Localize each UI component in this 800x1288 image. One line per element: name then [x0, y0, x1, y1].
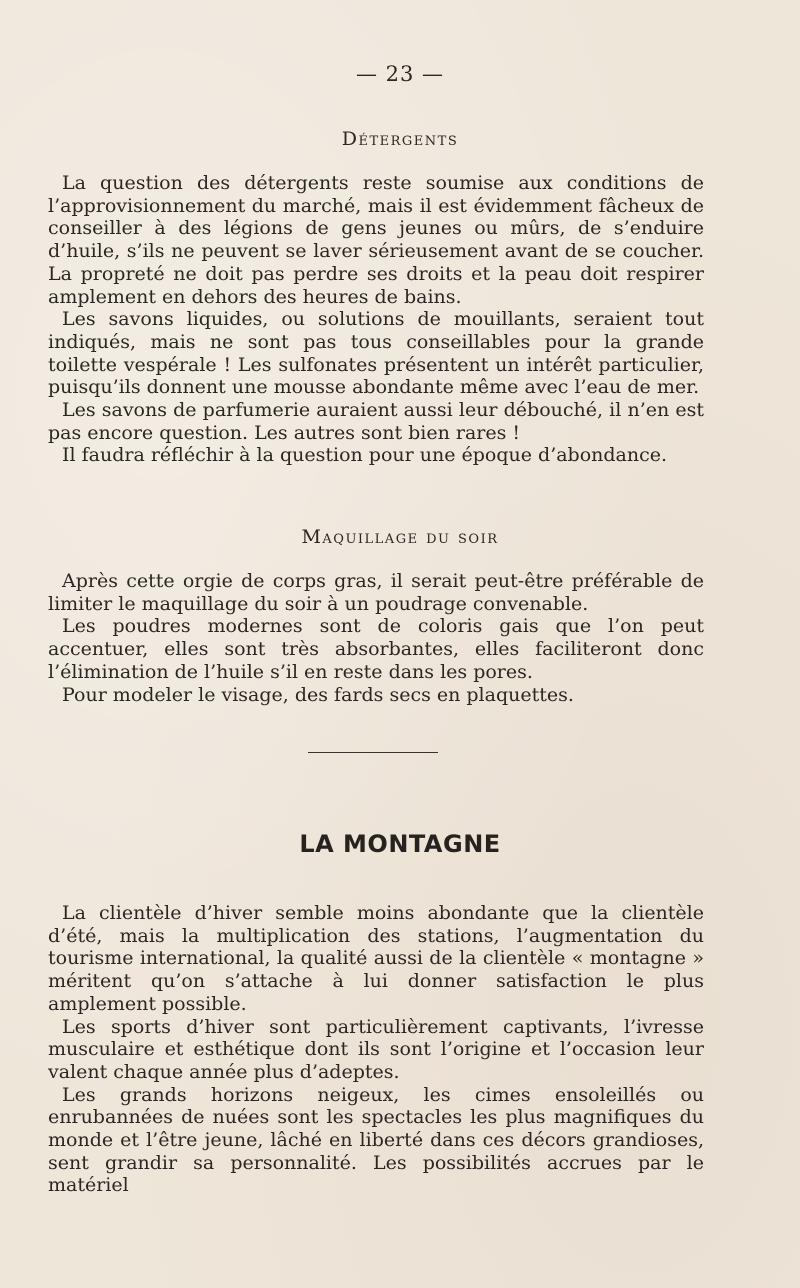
chapter-title: LA MONTAGNE	[299, 830, 501, 858]
section-body-detergents	[48, 172, 704, 467]
paragraph: Pour modeler le visage, des fards secs en plaquettes.	[62, 683, 574, 706]
page-number: — 23 —	[355, 62, 445, 86]
paragraph: Les sports d’hiver sont particulièrement captivants, l’ivresse musculaire et esthétique dont ils sont l’origine et l’occasion leur valent chaque année plus d’adeptes.	[48, 1015, 704, 1083]
paragraph: Les savons de parfumerie auraient aussi leur débouché, il n’en est pas encore question. Les autres sont bien rares !	[48, 399, 704, 444]
paragraph: La clientèle d’hiver semble moins abondante que la clientèle d’été, mais la multiplication des stations, l’augmentation du tourisme international, la qualité aussi de la clientèle « montagne » méritent qu’on s’attache à lui donner satisfaction le plus amplement possible.	[48, 902, 704, 1015]
section-heading-detergents: Détergents	[341, 128, 459, 150]
paragraph: La question des détergents reste soumise aux conditions de l’approvisionnement du marché, mais il est évidemment fâcheux de conseiller à des légions de gens jeunes ou mûrs, de s’enduire d’huile, s’ils ne peuvent se laver sérieusement avant de se coucher. La propreté ne doit pas perdre ses droits et la peau doit respirer amplement en dehors des heures de bains.	[48, 172, 704, 308]
paragraph: Les savons liquides, ou solutions de mouillants, seraient tout indiqués, mais ne sont pas tous conseillables pour la grande toilette vespérale ! Les sulfonates présentent un intérêt particulier, puisqu’ils donnent une mousse abondante même avec l’eau de mer.	[48, 308, 704, 399]
paragraph: Les grands horizons neigeux, les cimes ensoleillés ou enrubannées de nuées sont les spectacles les plus magnifiques du monde et l’être jeune, lâché en liberté dans ces décors grandioses, sent grandir sa personnalité. Les possibilités accrues par le matériel	[48, 1083, 704, 1197]
paragraph: Après cette orgie de corps gras, il serait peut-être préférable de limiter le maquillage du soir à un poudrage convenable.	[48, 570, 704, 615]
section-body-montagne	[48, 902, 704, 1197]
section-divider	[308, 752, 438, 753]
section-body-maquillage	[48, 570, 704, 706]
paragraph: Il faudra réfléchir à la question pour une époque d’abondance.	[62, 444, 668, 467]
section-heading-maquillage: Maquillage du soir	[301, 526, 499, 548]
paragraph: Les poudres modernes sont de coloris gais que l’on peut accentuer, elles sont très absorbantes, elles faciliteront donc l’élimination de l’huile s’il en reste dans les pores.	[48, 615, 704, 683]
